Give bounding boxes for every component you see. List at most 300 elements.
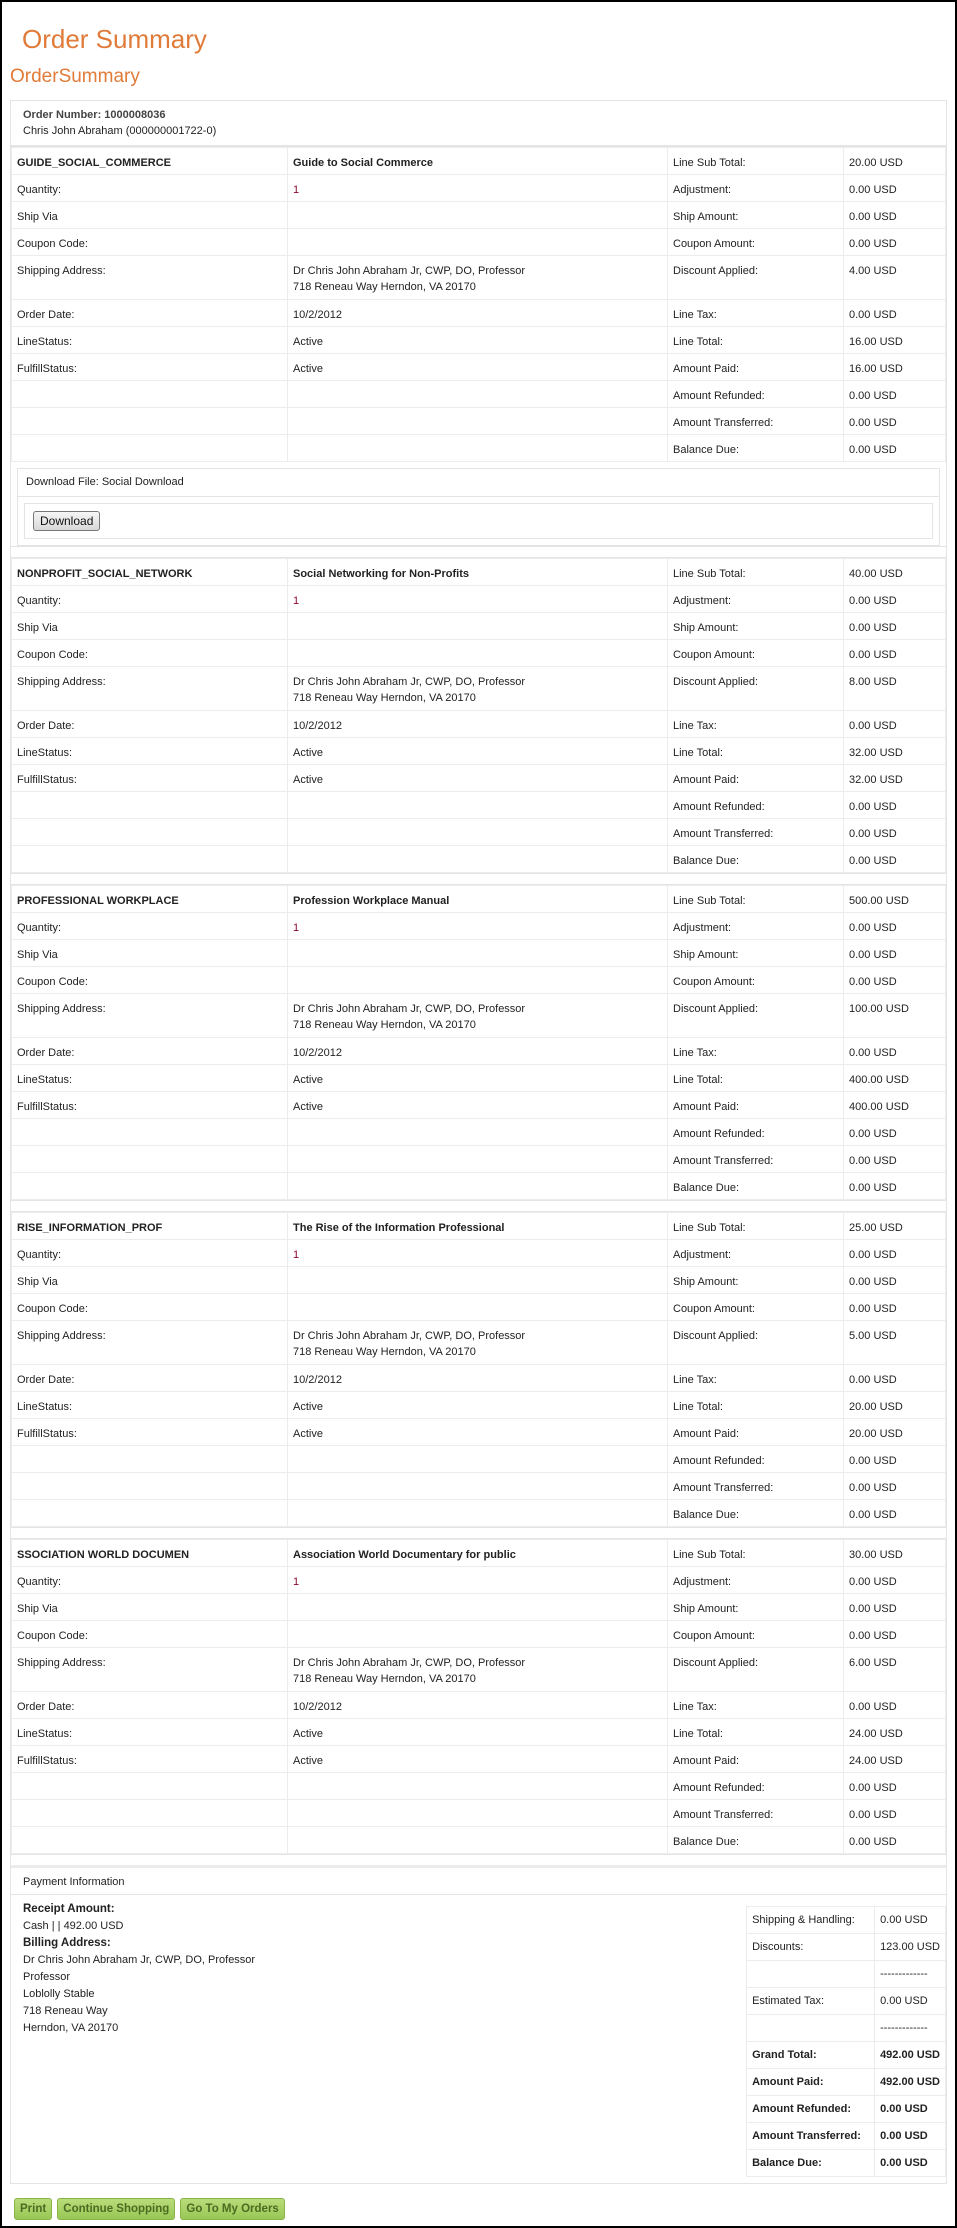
payment-information-header: Payment Information bbox=[11, 1865, 946, 1895]
ship-via-value bbox=[288, 1594, 668, 1621]
totals-row bbox=[747, 2015, 946, 2042]
table-row bbox=[12, 229, 946, 256]
table-row bbox=[12, 1146, 946, 1173]
table-row bbox=[12, 256, 946, 300]
ship-amount-value: 0.00 USD bbox=[844, 613, 946, 640]
totals-row bbox=[747, 2069, 946, 2096]
shipping-value: 0.00 USD bbox=[875, 1907, 946, 1934]
order-header bbox=[11, 101, 946, 146]
table-row bbox=[12, 1065, 946, 1092]
ship-via-value bbox=[288, 613, 668, 640]
table-row bbox=[12, 1473, 946, 1500]
fulfill-status-label: FulfillStatus: bbox=[12, 1746, 288, 1773]
receipt-amount-value: Cash | | 492.00 USD bbox=[23, 1920, 124, 1932]
order-date-value: 10/2/2012 bbox=[288, 1692, 668, 1719]
ship-amount-value: 0.00 USD bbox=[844, 1594, 946, 1621]
coupon-code-value bbox=[288, 640, 668, 667]
amount-transferred-value: 0.00 USD bbox=[844, 1800, 946, 1827]
line-tax-value: 0.00 USD bbox=[844, 1038, 946, 1065]
coupon-code-label: Coupon Code: bbox=[12, 967, 288, 994]
table-row bbox=[12, 1213, 946, 1240]
adjustment-value: 0.00 USD bbox=[844, 586, 946, 613]
table-row bbox=[12, 1719, 946, 1746]
amount-transferred-label: Amount Transferred: bbox=[747, 2123, 875, 2150]
line-status-value: Active bbox=[288, 1719, 668, 1746]
page-title: Order Summary bbox=[22, 24, 207, 54]
amount-refunded-value: 0.00 USD bbox=[875, 2096, 946, 2123]
discount-applied-label: Discount Applied: bbox=[668, 994, 844, 1038]
balance-due-label: Balance Due: bbox=[747, 2150, 875, 2177]
address-line: Dr Chris John Abraham Jr, CWP, DO, Professor bbox=[293, 265, 526, 277]
separator: ------------- bbox=[875, 1961, 946, 1988]
fulfill-status-value: Active bbox=[288, 1092, 668, 1119]
coupon-code-value bbox=[288, 1621, 668, 1648]
totals-row bbox=[747, 2123, 946, 2150]
table-row bbox=[12, 1119, 946, 1146]
line-status-label: LineStatus: bbox=[12, 738, 288, 765]
ship-via-value bbox=[288, 940, 668, 967]
amount-refunded-label: Amount Refunded: bbox=[668, 381, 844, 408]
line-sub-total-value: 30.00 USD bbox=[844, 1540, 946, 1567]
line-sub-total-label: Line Sub Total: bbox=[668, 886, 844, 913]
line-status-value: Active bbox=[288, 327, 668, 354]
shipping-address bbox=[288, 256, 668, 300]
amount-refunded-value: 0.00 USD bbox=[844, 1119, 946, 1146]
discount-applied-label: Discount Applied: bbox=[668, 667, 844, 711]
section-title: OrderSummary bbox=[10, 66, 140, 87]
discount-applied-value: 100.00 USD bbox=[844, 994, 946, 1038]
line-item bbox=[11, 146, 946, 547]
line-item bbox=[11, 557, 946, 874]
balance-due-value: 0.00 USD bbox=[844, 1500, 946, 1527]
amount-refunded-value: 0.00 USD bbox=[844, 792, 946, 819]
amount-transferred-value: 0.00 USD bbox=[844, 819, 946, 846]
table-row bbox=[12, 1594, 946, 1621]
table-row bbox=[12, 1365, 946, 1392]
line-sub-total-value: 500.00 USD bbox=[844, 886, 946, 913]
line-sub-total-label: Line Sub Total: bbox=[668, 559, 844, 586]
address-line: 718 Reneau Way Herndon, VA 20170 bbox=[293, 1019, 476, 1031]
balance-due-value: 0.00 USD bbox=[844, 435, 946, 462]
billing-line: Professor bbox=[23, 1971, 71, 1983]
line-sub-total-value: 40.00 USD bbox=[844, 559, 946, 586]
shipping-address-label: Shipping Address: bbox=[12, 994, 288, 1038]
coupon-code-value bbox=[288, 229, 668, 256]
adjustment-label: Adjustment: bbox=[668, 1240, 844, 1267]
line-status-label: LineStatus: bbox=[12, 327, 288, 354]
billing-line: 718 Reneau Way bbox=[23, 2005, 108, 2017]
amount-refunded-value: 0.00 USD bbox=[844, 1446, 946, 1473]
balance-due-value: 0.00 USD bbox=[844, 1827, 946, 1854]
line-total-label: Line Total: bbox=[668, 327, 844, 354]
amount-transferred-label: Amount Transferred: bbox=[668, 1146, 844, 1173]
quantity-label: Quantity: bbox=[12, 1567, 288, 1594]
amount-transferred-value: 0.00 USD bbox=[844, 1473, 946, 1500]
coupon-amount-value: 0.00 USD bbox=[844, 967, 946, 994]
line-sub-total-label: Line Sub Total: bbox=[668, 148, 844, 175]
table-row bbox=[12, 1540, 946, 1567]
address-line: Dr Chris John Abraham Jr, CWP, DO, Professor bbox=[293, 676, 526, 688]
line-total-value: 32.00 USD bbox=[844, 738, 946, 765]
totals-row bbox=[747, 1988, 946, 2015]
ship-via-label: Ship Via bbox=[12, 940, 288, 967]
order-totals-table bbox=[746, 1906, 946, 2177]
ship-amount-value: 0.00 USD bbox=[844, 940, 946, 967]
line-total-value: 20.00 USD bbox=[844, 1392, 946, 1419]
table-row bbox=[12, 1392, 946, 1419]
coupon-code-label: Coupon Code: bbox=[12, 229, 288, 256]
table-row bbox=[12, 1240, 946, 1267]
table-row bbox=[12, 559, 946, 586]
line-total-value: 400.00 USD bbox=[844, 1065, 946, 1092]
line-item-table bbox=[11, 1539, 946, 1854]
table-row bbox=[12, 1648, 946, 1692]
amount-refunded-label: Amount Refunded: bbox=[668, 1119, 844, 1146]
table-row bbox=[12, 175, 946, 202]
table-row bbox=[12, 327, 946, 354]
table-row bbox=[12, 667, 946, 711]
table-row bbox=[12, 1173, 946, 1200]
shipping-address-label: Shipping Address: bbox=[12, 1648, 288, 1692]
address-line: 718 Reneau Way Herndon, VA 20170 bbox=[293, 1346, 476, 1358]
table-row bbox=[12, 792, 946, 819]
totals-row bbox=[747, 1907, 946, 1934]
billing-address-label: Billing Address: bbox=[23, 1937, 111, 1949]
name-product: Social Networking for Non-Profits bbox=[288, 559, 668, 586]
download-container bbox=[24, 503, 933, 539]
grand-total-label: Grand Total: bbox=[747, 2042, 875, 2069]
ship-amount-value: 0.00 USD bbox=[844, 1267, 946, 1294]
quantity-value: 1 bbox=[288, 913, 668, 940]
amount-paid-label: Amount Paid: bbox=[747, 2069, 875, 2096]
fulfill-status-value: Active bbox=[288, 1419, 668, 1446]
line-sub-total-label: Line Sub Total: bbox=[668, 1540, 844, 1567]
coupon-amount-value: 0.00 USD bbox=[844, 1621, 946, 1648]
product-code: RISE_INFORMATION_PROF bbox=[12, 1213, 288, 1240]
tax-label: Estimated Tax: bbox=[747, 1988, 875, 2015]
amount-refunded-value: 0.00 USD bbox=[844, 1773, 946, 1800]
coupon-amount-value: 0.00 USD bbox=[844, 640, 946, 667]
table-row bbox=[12, 886, 946, 913]
amount-transferred-label: Amount Transferred: bbox=[668, 819, 844, 846]
order-summary-panel bbox=[10, 100, 947, 2184]
fulfill-status-value: Active bbox=[288, 1746, 668, 1773]
download-panel bbox=[17, 468, 940, 546]
print-button[interactable]: Print bbox=[14, 2198, 52, 2220]
line-total-label: Line Total: bbox=[668, 738, 844, 765]
amount-paid-value: 24.00 USD bbox=[844, 1746, 946, 1773]
line-item-table bbox=[11, 147, 946, 462]
table-row bbox=[12, 846, 946, 873]
line-items bbox=[11, 146, 946, 1855]
line-status-label: LineStatus: bbox=[12, 1392, 288, 1419]
ship-amount-label: Ship Amount: bbox=[668, 1267, 844, 1294]
table-row bbox=[12, 381, 946, 408]
shipping-label: Shipping & Handling: bbox=[747, 1907, 875, 1934]
line-tax-value: 0.00 USD bbox=[844, 1365, 946, 1392]
line-total-label: Line Total: bbox=[668, 1719, 844, 1746]
table-row bbox=[12, 1038, 946, 1065]
table-row bbox=[12, 148, 946, 175]
coupon-amount-label: Coupon Amount: bbox=[668, 1621, 844, 1648]
line-status-label: LineStatus: bbox=[12, 1719, 288, 1746]
ship-amount-label: Ship Amount: bbox=[668, 1594, 844, 1621]
adjustment-label: Adjustment: bbox=[668, 586, 844, 613]
table-row bbox=[12, 1621, 946, 1648]
line-tax-value: 0.00 USD bbox=[844, 711, 946, 738]
adjustment-label: Adjustment: bbox=[668, 913, 844, 940]
line-item bbox=[11, 1211, 946, 1528]
address-line: Dr Chris John Abraham Jr, CWP, DO, Professor bbox=[293, 1003, 526, 1015]
line-item bbox=[11, 884, 946, 1201]
table-row bbox=[12, 202, 946, 229]
order-date-label: Order Date: bbox=[12, 1365, 288, 1392]
quantity-label: Quantity: bbox=[12, 1240, 288, 1267]
receipt-amount-label: Receipt Amount: bbox=[23, 1903, 115, 1915]
address-line: 718 Reneau Way Herndon, VA 20170 bbox=[293, 281, 476, 293]
amount-paid-label: Amount Paid: bbox=[668, 1419, 844, 1446]
table-row bbox=[12, 1567, 946, 1594]
amount-transferred-label: Amount Transferred: bbox=[668, 408, 844, 435]
table-row bbox=[12, 967, 946, 994]
coupon-code-label: Coupon Code: bbox=[12, 1294, 288, 1321]
download-button[interactable]: Download bbox=[33, 511, 100, 531]
line-item bbox=[11, 1538, 946, 1855]
table-row bbox=[12, 1321, 946, 1365]
go-to-my-orders-button[interactable]: Go To My Orders bbox=[180, 2198, 284, 2220]
coupon-code-label: Coupon Code: bbox=[12, 640, 288, 667]
balance-due-label: Balance Due: bbox=[668, 846, 844, 873]
order-date-label: Order Date: bbox=[12, 1038, 288, 1065]
address-line: 718 Reneau Way Herndon, VA 20170 bbox=[293, 692, 476, 704]
table-row bbox=[12, 765, 946, 792]
ship-amount-label: Ship Amount: bbox=[668, 202, 844, 229]
table-row bbox=[12, 1092, 946, 1119]
balance-due-label: Balance Due: bbox=[668, 1173, 844, 1200]
fulfill-status-label: FulfillStatus: bbox=[12, 1092, 288, 1119]
discount-applied-value: 8.00 USD bbox=[844, 667, 946, 711]
adjustment-value: 0.00 USD bbox=[844, 1240, 946, 1267]
line-status-value: Active bbox=[288, 738, 668, 765]
line-sub-total-label: Line Sub Total: bbox=[668, 1213, 844, 1240]
ship-amount-label: Ship Amount: bbox=[668, 940, 844, 967]
order-date-value: 10/2/2012 bbox=[288, 1038, 668, 1065]
table-row bbox=[12, 1419, 946, 1446]
totals-row bbox=[747, 1934, 946, 1961]
coupon-code-value bbox=[288, 1294, 668, 1321]
line-total-value: 24.00 USD bbox=[844, 1719, 946, 1746]
ship-via-value bbox=[288, 202, 668, 229]
balance-due-value: 0.00 USD bbox=[844, 846, 946, 873]
line-status-value: Active bbox=[288, 1392, 668, 1419]
discount-applied-value: 4.00 USD bbox=[844, 256, 946, 300]
table-row bbox=[12, 1800, 946, 1827]
amount-paid-value: 32.00 USD bbox=[844, 765, 946, 792]
product-code: PROFESSIONAL WORKPLACE bbox=[12, 886, 288, 913]
adjustment-value: 0.00 USD bbox=[844, 175, 946, 202]
table-row bbox=[12, 640, 946, 667]
line-tax-label: Line Tax: bbox=[668, 300, 844, 327]
amount-transferred-value: 0.00 USD bbox=[844, 408, 946, 435]
line-status-value: Active bbox=[288, 1065, 668, 1092]
table-row bbox=[12, 1746, 946, 1773]
table-row bbox=[12, 586, 946, 613]
balance-due-label: Balance Due: bbox=[668, 435, 844, 462]
tax-value: 0.00 USD bbox=[875, 1988, 946, 2015]
amount-paid-value: 20.00 USD bbox=[844, 1419, 946, 1446]
download-file-label: Download File: Social Download bbox=[18, 469, 939, 497]
coupon-amount-value: 0.00 USD bbox=[844, 1294, 946, 1321]
address-line: Dr Chris John Abraham Jr, CWP, DO, Professor bbox=[293, 1657, 526, 1669]
ship-via-label: Ship Via bbox=[12, 613, 288, 640]
table-row bbox=[12, 940, 946, 967]
amount-paid-value: 16.00 USD bbox=[844, 354, 946, 381]
amount-paid-label: Amount Paid: bbox=[668, 1746, 844, 1773]
table-row bbox=[12, 1692, 946, 1719]
payment-details bbox=[23, 1901, 255, 2177]
table-row bbox=[12, 354, 946, 381]
shipping-address bbox=[288, 667, 668, 711]
amount-paid-label: Amount Paid: bbox=[668, 354, 844, 381]
address-line: 718 Reneau Way Herndon, VA 20170 bbox=[293, 1673, 476, 1685]
coupon-amount-label: Coupon Amount: bbox=[668, 1294, 844, 1321]
line-tax-label: Line Tax: bbox=[668, 1692, 844, 1719]
coupon-code-label: Coupon Code: bbox=[12, 1621, 288, 1648]
table-row bbox=[12, 913, 946, 940]
balance-due-value: 0.00 USD bbox=[875, 2150, 946, 2177]
amount-refunded-label: Amount Refunded: bbox=[747, 2096, 875, 2123]
coupon-amount-label: Coupon Amount: bbox=[668, 967, 844, 994]
totals-row bbox=[747, 1961, 946, 1988]
amount-transferred-label: Amount Transferred: bbox=[668, 1473, 844, 1500]
discount-applied-value: 5.00 USD bbox=[844, 1321, 946, 1365]
discounts-value: 123.00 USD bbox=[875, 1934, 946, 1961]
name-product: Profession Workplace Manual bbox=[288, 886, 668, 913]
coupon-code-value bbox=[288, 967, 668, 994]
amount-paid-label: Amount Paid: bbox=[668, 1092, 844, 1119]
amount-refunded-label: Amount Refunded: bbox=[668, 792, 844, 819]
payment-information bbox=[11, 1895, 946, 2183]
line-total-value: 16.00 USD bbox=[844, 327, 946, 354]
quantity-label: Quantity: bbox=[12, 913, 288, 940]
table-row bbox=[12, 819, 946, 846]
order-date-label: Order Date: bbox=[12, 711, 288, 738]
line-item-table bbox=[11, 558, 946, 873]
quantity-label: Quantity: bbox=[12, 175, 288, 202]
name-product: Association World Documentary for public bbox=[288, 1540, 668, 1567]
grand-total-value: 492.00 USD bbox=[875, 2042, 946, 2069]
ship-amount-value: 0.00 USD bbox=[844, 202, 946, 229]
amount-paid-value: 400.00 USD bbox=[844, 1092, 946, 1119]
adjustment-value: 0.00 USD bbox=[844, 913, 946, 940]
fulfill-status-value: Active bbox=[288, 354, 668, 381]
product-code: SSOCIATION WORLD DOCUMEN bbox=[12, 1540, 288, 1567]
amount-refunded-label: Amount Refunded: bbox=[668, 1446, 844, 1473]
table-row bbox=[12, 300, 946, 327]
totals-row bbox=[747, 2042, 946, 2069]
shipping-address-label: Shipping Address: bbox=[12, 1321, 288, 1365]
line-item-table bbox=[11, 885, 946, 1200]
adjustment-label: Adjustment: bbox=[668, 175, 844, 202]
table-row bbox=[12, 435, 946, 462]
adjustment-label: Adjustment: bbox=[668, 1567, 844, 1594]
table-row bbox=[12, 1500, 946, 1527]
amount-paid-label: Amount Paid: bbox=[668, 765, 844, 792]
balance-due-label: Balance Due: bbox=[668, 1827, 844, 1854]
ship-via-label: Ship Via bbox=[12, 202, 288, 229]
line-tax-value: 0.00 USD bbox=[844, 1692, 946, 1719]
table-row bbox=[12, 1773, 946, 1800]
amount-refunded-label: Amount Refunded: bbox=[668, 1773, 844, 1800]
line-total-label: Line Total: bbox=[668, 1065, 844, 1092]
totals-row bbox=[747, 2096, 946, 2123]
table-row bbox=[12, 1827, 946, 1854]
order-date-value: 10/2/2012 bbox=[288, 300, 668, 327]
table-row bbox=[12, 738, 946, 765]
ship-amount-label: Ship Amount: bbox=[668, 613, 844, 640]
line-tax-value: 0.00 USD bbox=[844, 300, 946, 327]
product-code: NONPROFIT_SOCIAL_NETWORK bbox=[12, 559, 288, 586]
line-status-label: LineStatus: bbox=[12, 1065, 288, 1092]
quantity-label: Quantity: bbox=[12, 586, 288, 613]
table-row bbox=[12, 994, 946, 1038]
shipping-address bbox=[288, 1321, 668, 1365]
shipping-address-label: Shipping Address: bbox=[12, 667, 288, 711]
table-row bbox=[12, 1267, 946, 1294]
balance-due-label: Balance Due: bbox=[668, 1500, 844, 1527]
line-tax-label: Line Tax: bbox=[668, 711, 844, 738]
quantity-value: 1 bbox=[288, 1240, 668, 1267]
balance-due-value: 0.00 USD bbox=[844, 1173, 946, 1200]
fulfill-status-label: FulfillStatus: bbox=[12, 354, 288, 381]
amount-transferred-value: 0.00 USD bbox=[875, 2123, 946, 2150]
line-tax-label: Line Tax: bbox=[668, 1038, 844, 1065]
billing-line: Herndon, VA 20170 bbox=[23, 2022, 119, 2034]
discount-applied-value: 6.00 USD bbox=[844, 1648, 946, 1692]
order-date-label: Order Date: bbox=[12, 1692, 288, 1719]
product-code: GUIDE_SOCIAL_COMMERCE bbox=[12, 148, 288, 175]
ship-via-label: Ship Via bbox=[12, 1267, 288, 1294]
amount-paid-value: 492.00 USD bbox=[875, 2069, 946, 2096]
fulfill-status-value: Active bbox=[288, 765, 668, 792]
table-row bbox=[12, 613, 946, 640]
amount-transferred-label: Amount Transferred: bbox=[668, 1800, 844, 1827]
shipping-address bbox=[288, 1648, 668, 1692]
name-product: Guide to Social Commerce bbox=[288, 148, 668, 175]
discount-applied-label: Discount Applied: bbox=[668, 1648, 844, 1692]
coupon-amount-label: Coupon Amount: bbox=[668, 640, 844, 667]
amount-refunded-value: 0.00 USD bbox=[844, 381, 946, 408]
quantity-value: 1 bbox=[288, 175, 668, 202]
fulfill-status-label: FulfillStatus: bbox=[12, 1419, 288, 1446]
line-total-label: Line Total: bbox=[668, 1392, 844, 1419]
quantity-value: 1 bbox=[288, 1567, 668, 1594]
line-item-table bbox=[11, 1212, 946, 1527]
continue-shopping-button[interactable]: Continue Shopping bbox=[57, 2198, 175, 2220]
order-date-value: 10/2/2012 bbox=[288, 1365, 668, 1392]
coupon-amount-value: 0.00 USD bbox=[844, 229, 946, 256]
action-buttons bbox=[2, 2184, 955, 2220]
discount-applied-label: Discount Applied: bbox=[668, 1321, 844, 1365]
order-number: Order Number: 1000008036 bbox=[23, 109, 166, 121]
fulfill-status-label: FulfillStatus: bbox=[12, 765, 288, 792]
table-row bbox=[12, 408, 946, 435]
table-row bbox=[12, 1446, 946, 1473]
address-line: Dr Chris John Abraham Jr, CWP, DO, Professor bbox=[293, 1330, 526, 1342]
discount-applied-label: Discount Applied: bbox=[668, 256, 844, 300]
line-sub-total-value: 25.00 USD bbox=[844, 1213, 946, 1240]
order-date-label: Order Date: bbox=[12, 300, 288, 327]
